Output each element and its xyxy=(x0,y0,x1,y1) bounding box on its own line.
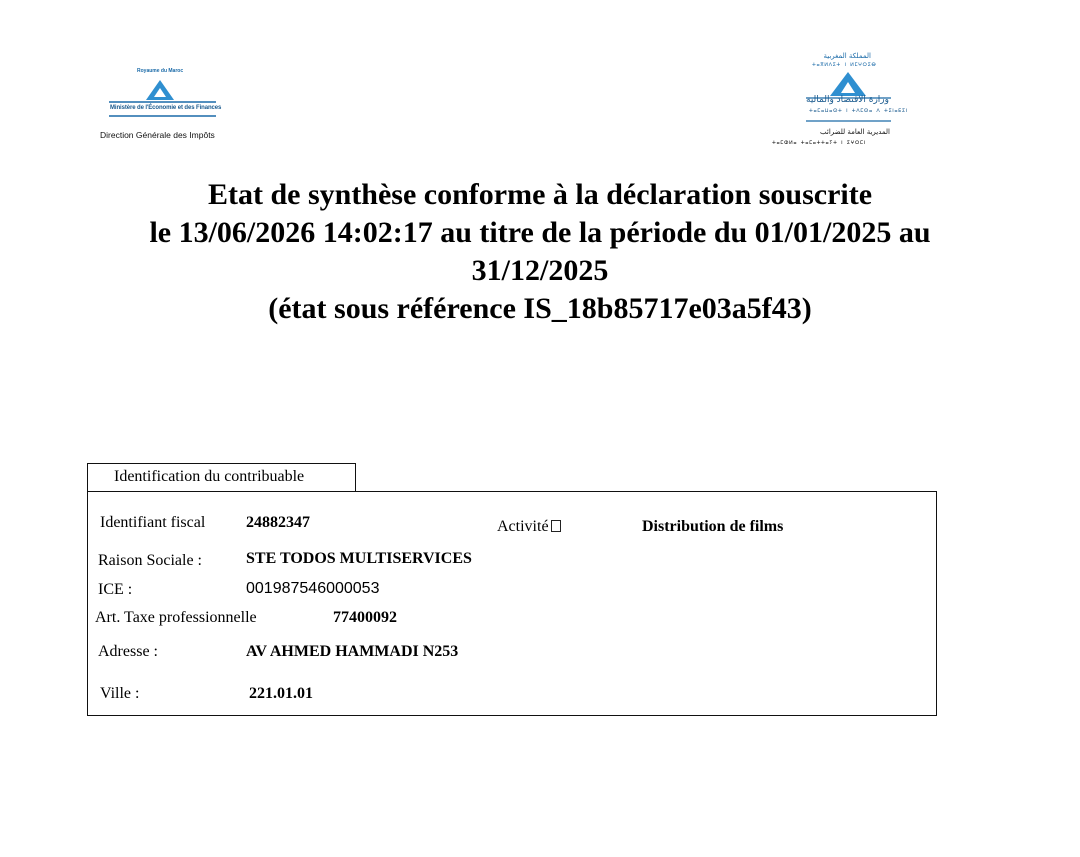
arabic-dgi-label: المديرية العامة للضرائب xyxy=(820,128,890,136)
raison-sociale-label: Raison Sociale : xyxy=(98,552,202,569)
dgi-logo-left xyxy=(96,64,246,144)
arabic-ministry-label: وزارة الاقتصاد والمالية xyxy=(806,95,889,105)
dgi-label: Direction Générale des Impôts xyxy=(100,130,215,140)
title-line-4: (état sous référence IS_18b85717e03a5f43) xyxy=(268,292,812,325)
activite-value: Distribution de films xyxy=(642,518,784,535)
activite-label: Activité xyxy=(497,518,561,536)
document-title xyxy=(60,176,1020,328)
identification-tab xyxy=(87,463,356,491)
missing-glyph-icon xyxy=(551,520,561,532)
taxe-professionnelle-label: Art. Taxe professionnelle xyxy=(95,609,257,626)
taxe-professionnelle-value: 77400092 xyxy=(333,609,397,626)
identification-box xyxy=(87,491,937,716)
tifinagh-kingdom-label: ⵜⴰⴳⵍⴷⵉⵜ ⵏ ⵍⵎⵖⵔⵉⴱ xyxy=(812,62,877,68)
ville-value: 221.01.01 xyxy=(249,685,313,702)
ville-label: Ville : xyxy=(100,685,140,702)
title-line-2: le 13/06/2026 14:02:17 au titre de la période du 01/01/2025 au xyxy=(149,216,931,249)
identifiant-fiscal-value: 24882347 xyxy=(246,514,310,531)
tifinagh-ministry-label: ⵜⴰⵎⴰⵡⴰⵙⵜ ⵏ ⵜⴷⵎⵙⴰ ⴷ ⵜⵉⵏⴰⴹⵉⵏ xyxy=(809,108,908,114)
title-line-1: Etat de synthèse conforme à la déclaration souscrite xyxy=(207,178,873,211)
tifinagh-dgi-label: ⵜⴰⵎⵀⵍⴰ ⵜⴰⵎⴰⵜⵜⴰⵢⵜ ⵏ ⵉⵖⵔⵎⵏ xyxy=(772,140,866,146)
dgi-logo-right xyxy=(766,48,931,156)
title-line-3: 31/12/2025 xyxy=(471,254,609,287)
ice-value: 001987546000053 xyxy=(246,580,380,597)
adresse-label: Adresse : xyxy=(98,643,158,660)
identifiant-fiscal-label: Identifiant fiscal xyxy=(100,514,206,531)
raison-sociale-value: STE TODOS MULTISERVICES xyxy=(246,550,472,567)
ministry-label: Ministère de l'Économie et des Finances xyxy=(110,105,222,111)
adresse-value: AV AHMED HAMMADI N253 xyxy=(246,643,459,660)
kingdom-label: Royaume du Maroc xyxy=(137,68,184,74)
arabic-kingdom-label: المملكة المغربية xyxy=(823,52,871,60)
identification-tab-label: Identification du contribuable xyxy=(114,468,305,485)
ice-label: ICE : xyxy=(98,581,133,598)
